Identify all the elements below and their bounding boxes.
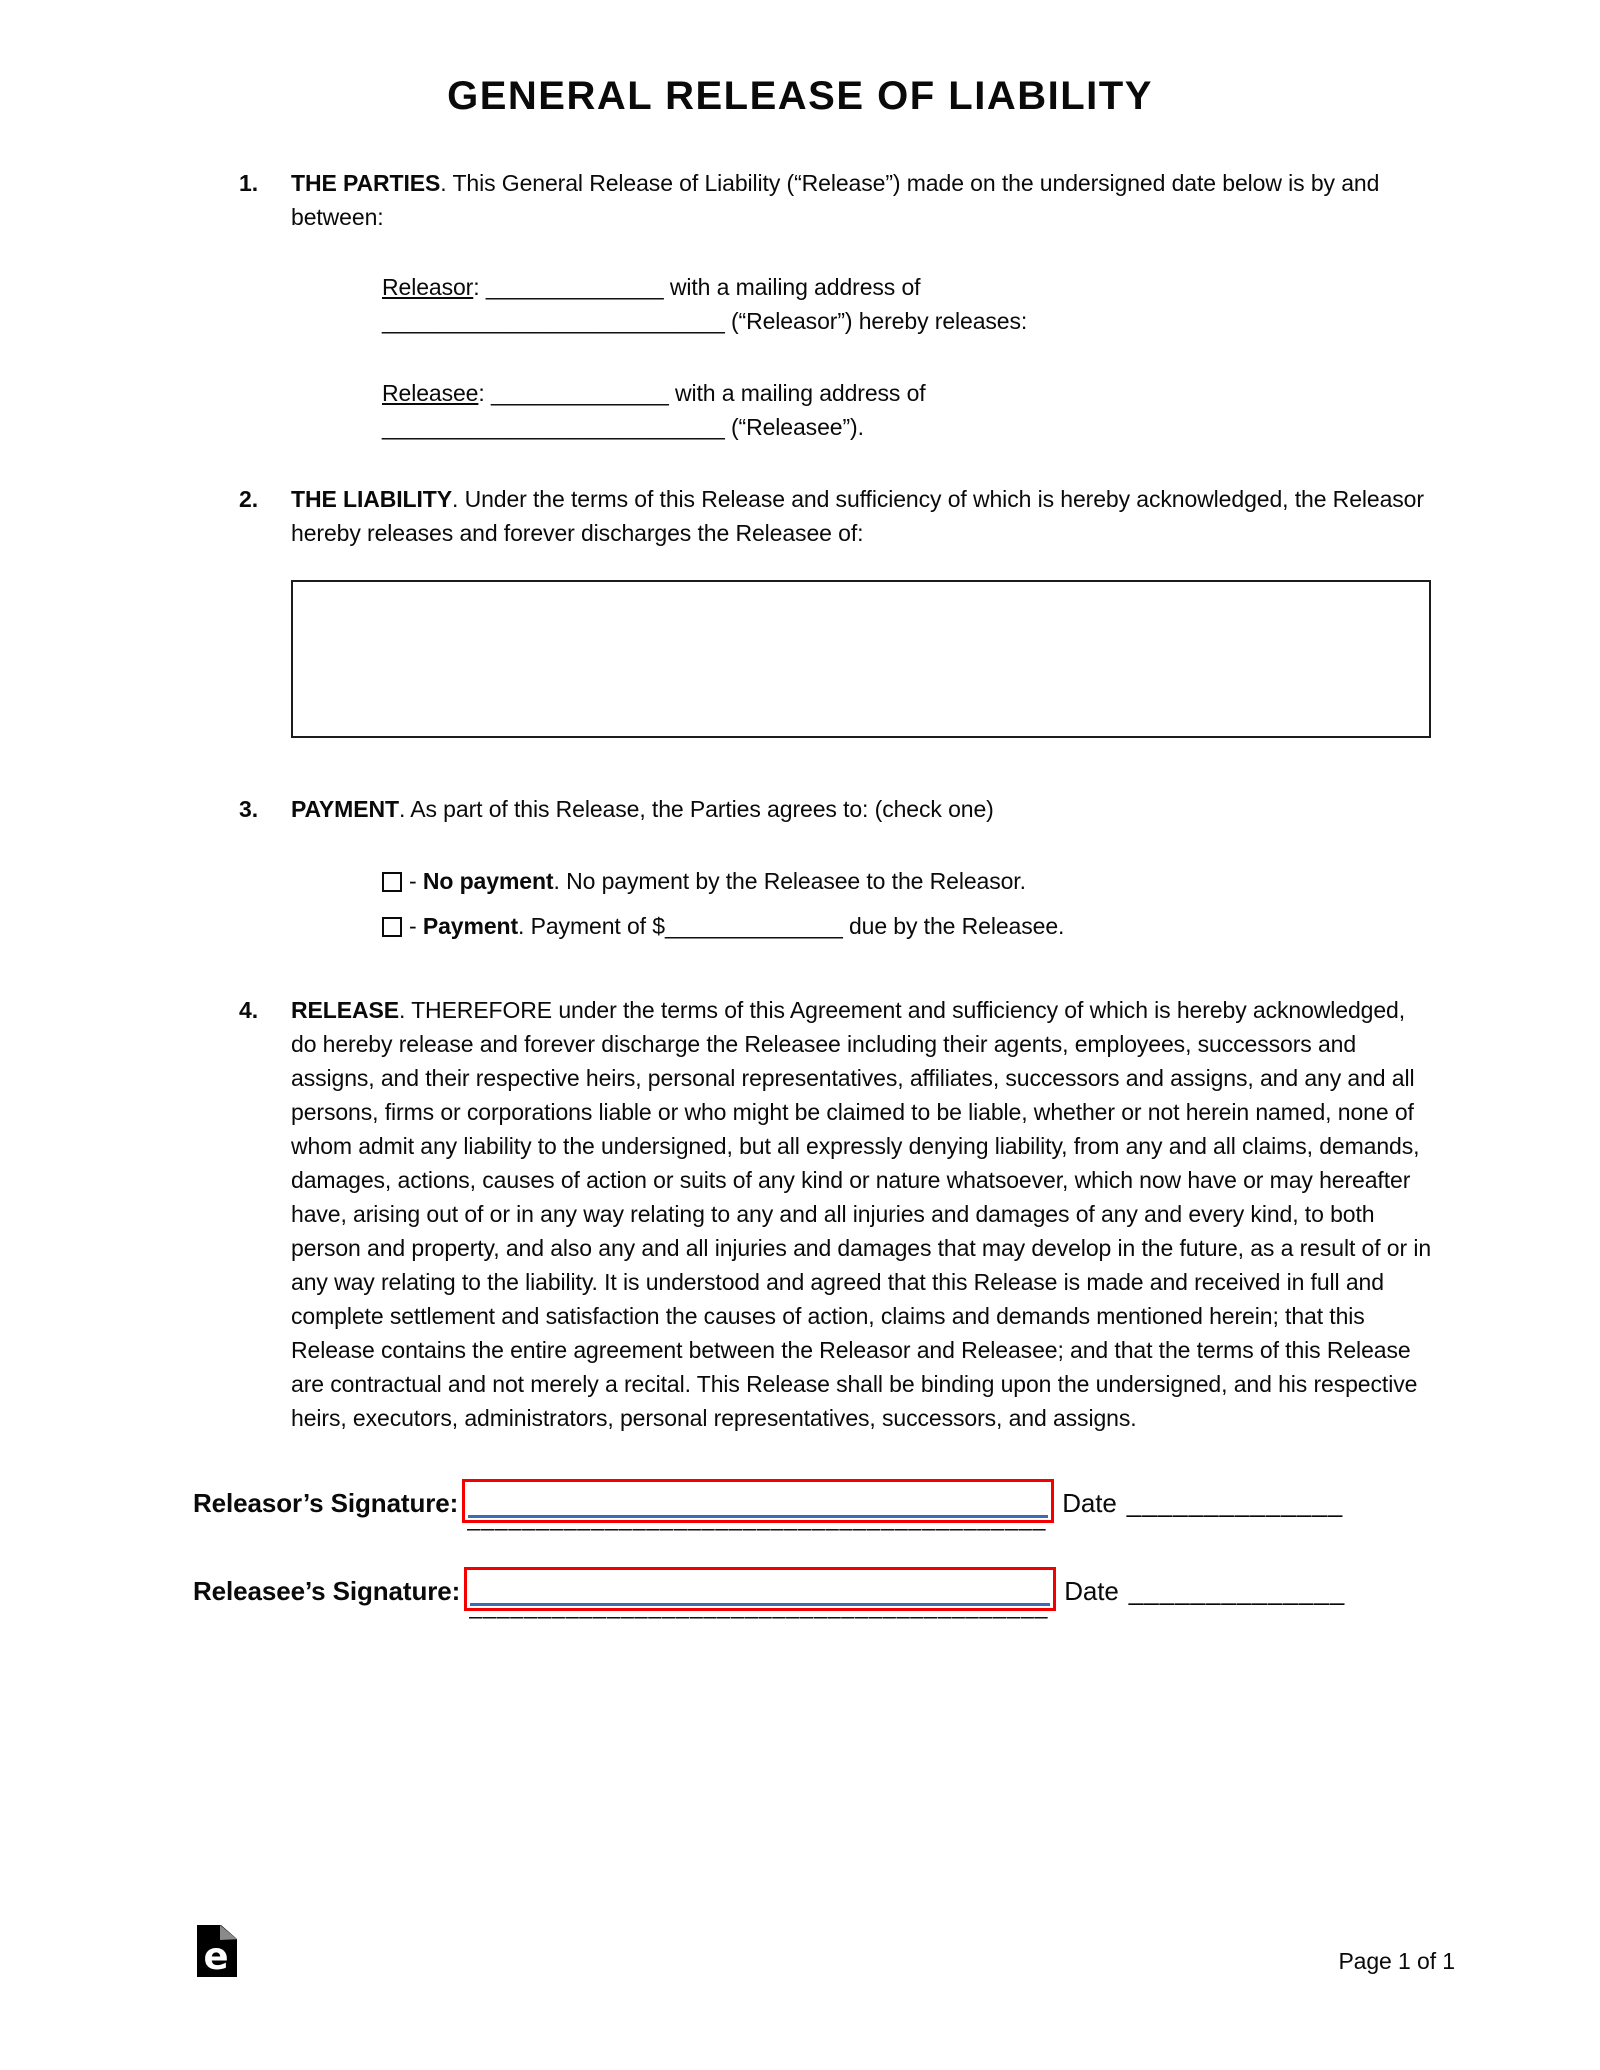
releasee-name-blank[interactable]: ______________	[490, 380, 669, 406]
releasor-signature-row	[193, 1479, 1450, 1531]
releasee-label: Releasee	[382, 380, 479, 406]
releasor-colon: :	[473, 274, 480, 300]
section-body-text: Under the terms of this Release and sufficiency of which is hereby acknowledged, the Releasor hereby releases and forever discharges the Releasee of:	[291, 486, 1424, 546]
section-liability	[239, 482, 1450, 550]
releasor-label: Releasor	[382, 274, 474, 300]
section-release	[239, 993, 1450, 1435]
section-body-text: This General Release of Liability (“Release”) made on the undersigned date below is by and between:	[291, 170, 1380, 230]
heading-separator: .	[398, 796, 411, 822]
payment-checkbox[interactable]	[382, 917, 402, 937]
no-payment-checkbox[interactable]	[382, 872, 402, 892]
signature-dashes: __________________________________________	[467, 1505, 1047, 1531]
payment-amount-blank[interactable]: ______________	[664, 913, 843, 939]
releasor-signature-label: Releasor’s Signature:	[193, 1488, 459, 1518]
section-body-text: As part of this Release, the Parties agrees to: (check one)	[410, 796, 994, 822]
releasee-signature-field[interactable]	[464, 1567, 1056, 1619]
section-parties	[239, 166, 1450, 234]
section-number: 3.	[239, 796, 258, 822]
releasor-name-blank[interactable]: ______________	[485, 274, 664, 300]
section-text	[291, 166, 1433, 234]
releasor-block	[382, 270, 1204, 338]
releasee-address-blank[interactable]: ___________________________	[382, 414, 725, 440]
releasor-address-blank[interactable]: ___________________________	[382, 308, 725, 334]
payment-options	[382, 864, 1450, 943]
eforms-logo	[197, 1925, 237, 1977]
section-text	[291, 482, 1433, 550]
section-heading: PAYMENT	[291, 796, 399, 822]
releasee-colon: :	[478, 380, 485, 406]
section-text	[291, 993, 1433, 1435]
heading-separator: .	[398, 997, 412, 1023]
releasee-signature-row	[193, 1567, 1450, 1619]
liability-description-box[interactable]	[291, 580, 1431, 738]
releasee-mailing-text: with a mailing address of	[674, 380, 926, 406]
section-heading: THE LIABILITY	[291, 486, 452, 512]
section-number: 1.	[239, 170, 258, 196]
section-heading: RELEASE	[291, 997, 399, 1023]
no-payment-label: No payment	[422, 868, 554, 894]
releasee-date-blank[interactable]: ______________	[1128, 1576, 1346, 1606]
no-payment-text: . No payment by the Releasee to the Releasor.	[553, 868, 1026, 894]
document-body	[193, 166, 1450, 1619]
payment-text: . Payment of $	[518, 913, 665, 939]
payment-option	[382, 909, 1450, 943]
logo-letter: e	[203, 1935, 229, 1978]
releasee-signature-label: Releasee’s Signature:	[193, 1576, 461, 1606]
page-indicator: Page 1 of 1	[1338, 1948, 1455, 1974]
page-title: GENERAL RELEASE OF LIABILITY	[447, 74, 1153, 118]
option-dash: -	[409, 913, 417, 939]
section-body-text: THEREFORE under the terms of this Agreement and sufficiency of which is hereby acknowledged, do hereby release and forever discharge the Releasee including their agents, employees, successors and assigns, and their respective heirs, personal representatives, affiliates, successors and assigns, and any and all persons, firms or corporations liable or who might be claimed to be liable, whether or not herein named, none of whom admit any liability to the undersigned, but all expressly denying liability, from any and all claims, demands, damages, actions, causes of action or suits of any kind or nature whatsoever, which now have or may hereafter have, arising out of or in any way relating to any and all injuries and damages of any and every kind, to both person and property, and also any and all injuries and damages that may develop in the future, as a result of or in any way relating to the liability. It is understood and agreed that this Release is made and received in full and complete settlement and satisfaction the causes of action, claims and demands mentioned herein; that this Release contains the entire agreement between the Releasor and Releasee; and that the terms of this Release are contractual and not merely a recital. This Release shall be binding upon the undersigned, and his respective heirs, executors, administrators, personal representatives, successors, and assigns.	[291, 997, 1432, 1431]
section-heading: THE PARTIES	[291, 170, 441, 196]
releasee-block	[382, 376, 1204, 444]
signature-section	[193, 1479, 1450, 1619]
date-label: Date	[1062, 1488, 1117, 1518]
releasee-tail-text: (“Releasee”).	[730, 414, 864, 440]
option-dash: -	[409, 868, 417, 894]
date-label: Date	[1064, 1576, 1119, 1606]
section-payment	[239, 792, 1450, 826]
releasor-date-blank[interactable]: ______________	[1126, 1488, 1344, 1518]
signature-dashes: __________________________________________	[469, 1593, 1049, 1619]
section-text	[291, 792, 1433, 826]
section-number: 2.	[239, 486, 258, 512]
releasor-signature-field[interactable]	[462, 1479, 1054, 1531]
heading-separator: .	[440, 170, 453, 196]
releasor-tail-text: (“Releasor”) hereby releases:	[730, 308, 1028, 334]
section-number: 4.	[239, 997, 258, 1023]
no-payment-option	[382, 864, 1450, 898]
releasor-mailing-text: with a mailing address of	[669, 274, 921, 300]
heading-separator: .	[451, 486, 465, 512]
payment-label: Payment	[422, 913, 519, 939]
payment-text-after: due by the Releasee.	[848, 913, 1065, 939]
